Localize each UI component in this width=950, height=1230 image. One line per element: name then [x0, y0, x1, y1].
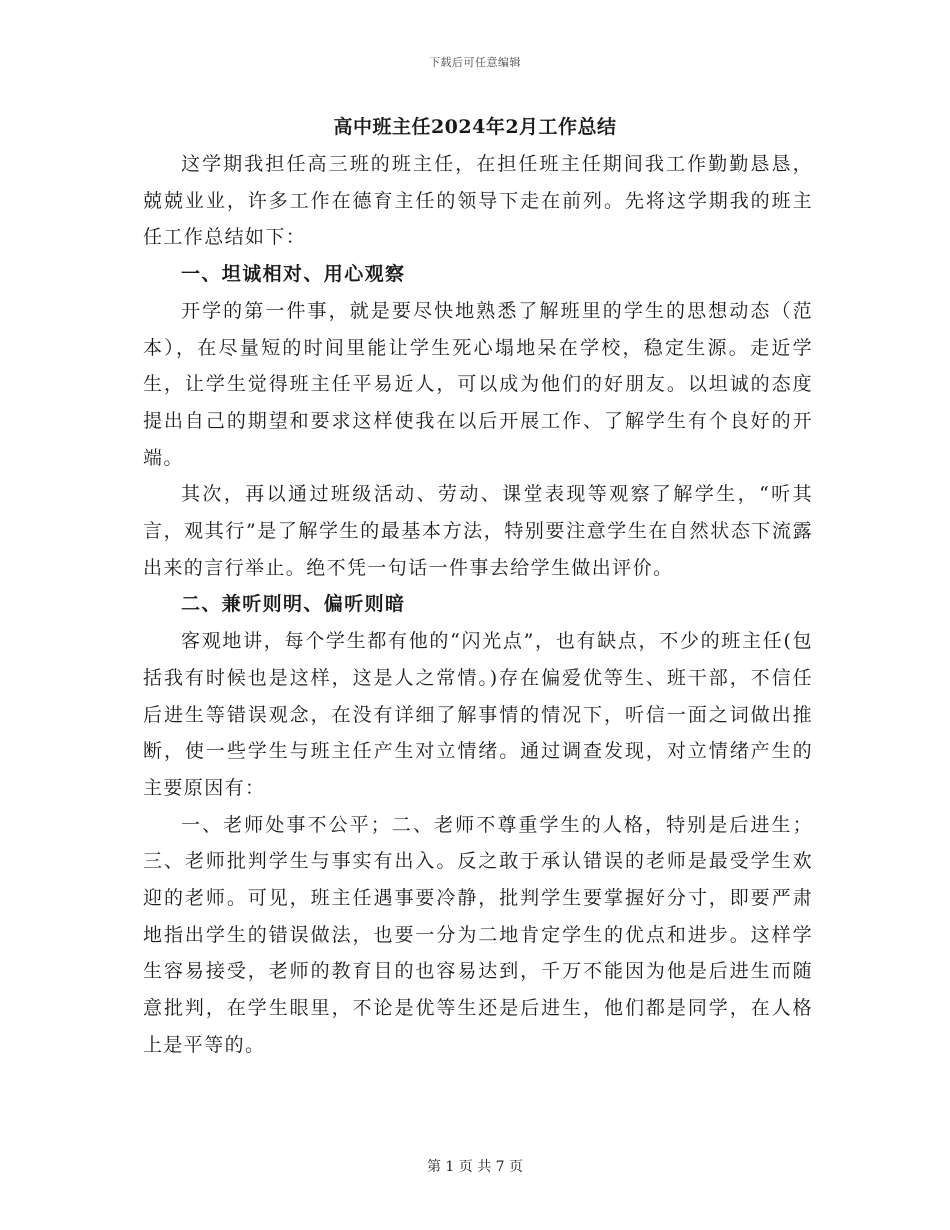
section-2-paragraph-1: 客观地讲，每个学生都有他的“闪光点”，也有缺点，不少的班主任(包括我有时候也是这样，这是人之常情。)存在偏爱优等生、班干部，不信任后进生等错误观念，在没有详细了解事情的情况下，听信一面之词做出推断，使一些学生与班主任产生对立情绪。通过调查发现，对立情绪产生的主要原因有：: [143, 630, 813, 799]
intro-paragraph: 这学期我担任高三班的班主任，在担任班主任期间我工作勤勤恳恳，兢兢业业，许多工作在德育主任的领导下走在前列。先将这学期我的班主任工作总结如下：: [143, 153, 813, 249]
document-title: 高中班主任2024年2月工作总结: [333, 116, 617, 138]
section-heading-1: 一、坦诚相对、用心观察: [181, 263, 406, 286]
section-2-paragraph-2: 一、老师处事不公平；二、老师不尊重学生的人格，特别是后进生；三、老师批判学生与事实有出入。反之敢于承认错误的老师是最受学生欢迎的老师。可见，班主任遇事要冷静，批判学生要掌握好分寸，即要严肃地指出学生的错误做法，也要一分为二地肯定学生的优点和进步。这样学生容易接受，老师的教育目的也容易达到，千万不能因为他是后进生而随意批判，在学生眼里，不论是优等生还是后进生，他们都是同学，在人格上是平等的。: [143, 813, 813, 1056]
page-number: 第 1 页 共 7 页: [426, 1159, 524, 1175]
section-1-paragraph-2: 其次，再以通过班级活动、劳动、课堂表现等观察了解学生，“听其言，观其行”是了解学生的最基本方法，特别要注意学生在自然状态下流露出来的言行举止。绝不凭一句话一件事去给学生做出评价。: [143, 483, 813, 579]
document-body: [143, 146, 813, 1064]
section-heading-2: 二、兼听则明、偏听则暗: [181, 593, 406, 616]
header-note: 下载后可任意编辑: [429, 56, 521, 69]
section-1-paragraph-1: 开学的第一件事，就是要尽快地熟悉了解班里的学生的思想动态（范本），在尽量短的时间里能让学生死心塌地呆在学校，稳定生源。走近学生，让学生觉得班主任平易近人，可以成为他们的好朋友。以坦诚的态度提出自己的期望和要求这样使我在以后开展工作、了解学生有个良好的开端。: [143, 299, 813, 469]
